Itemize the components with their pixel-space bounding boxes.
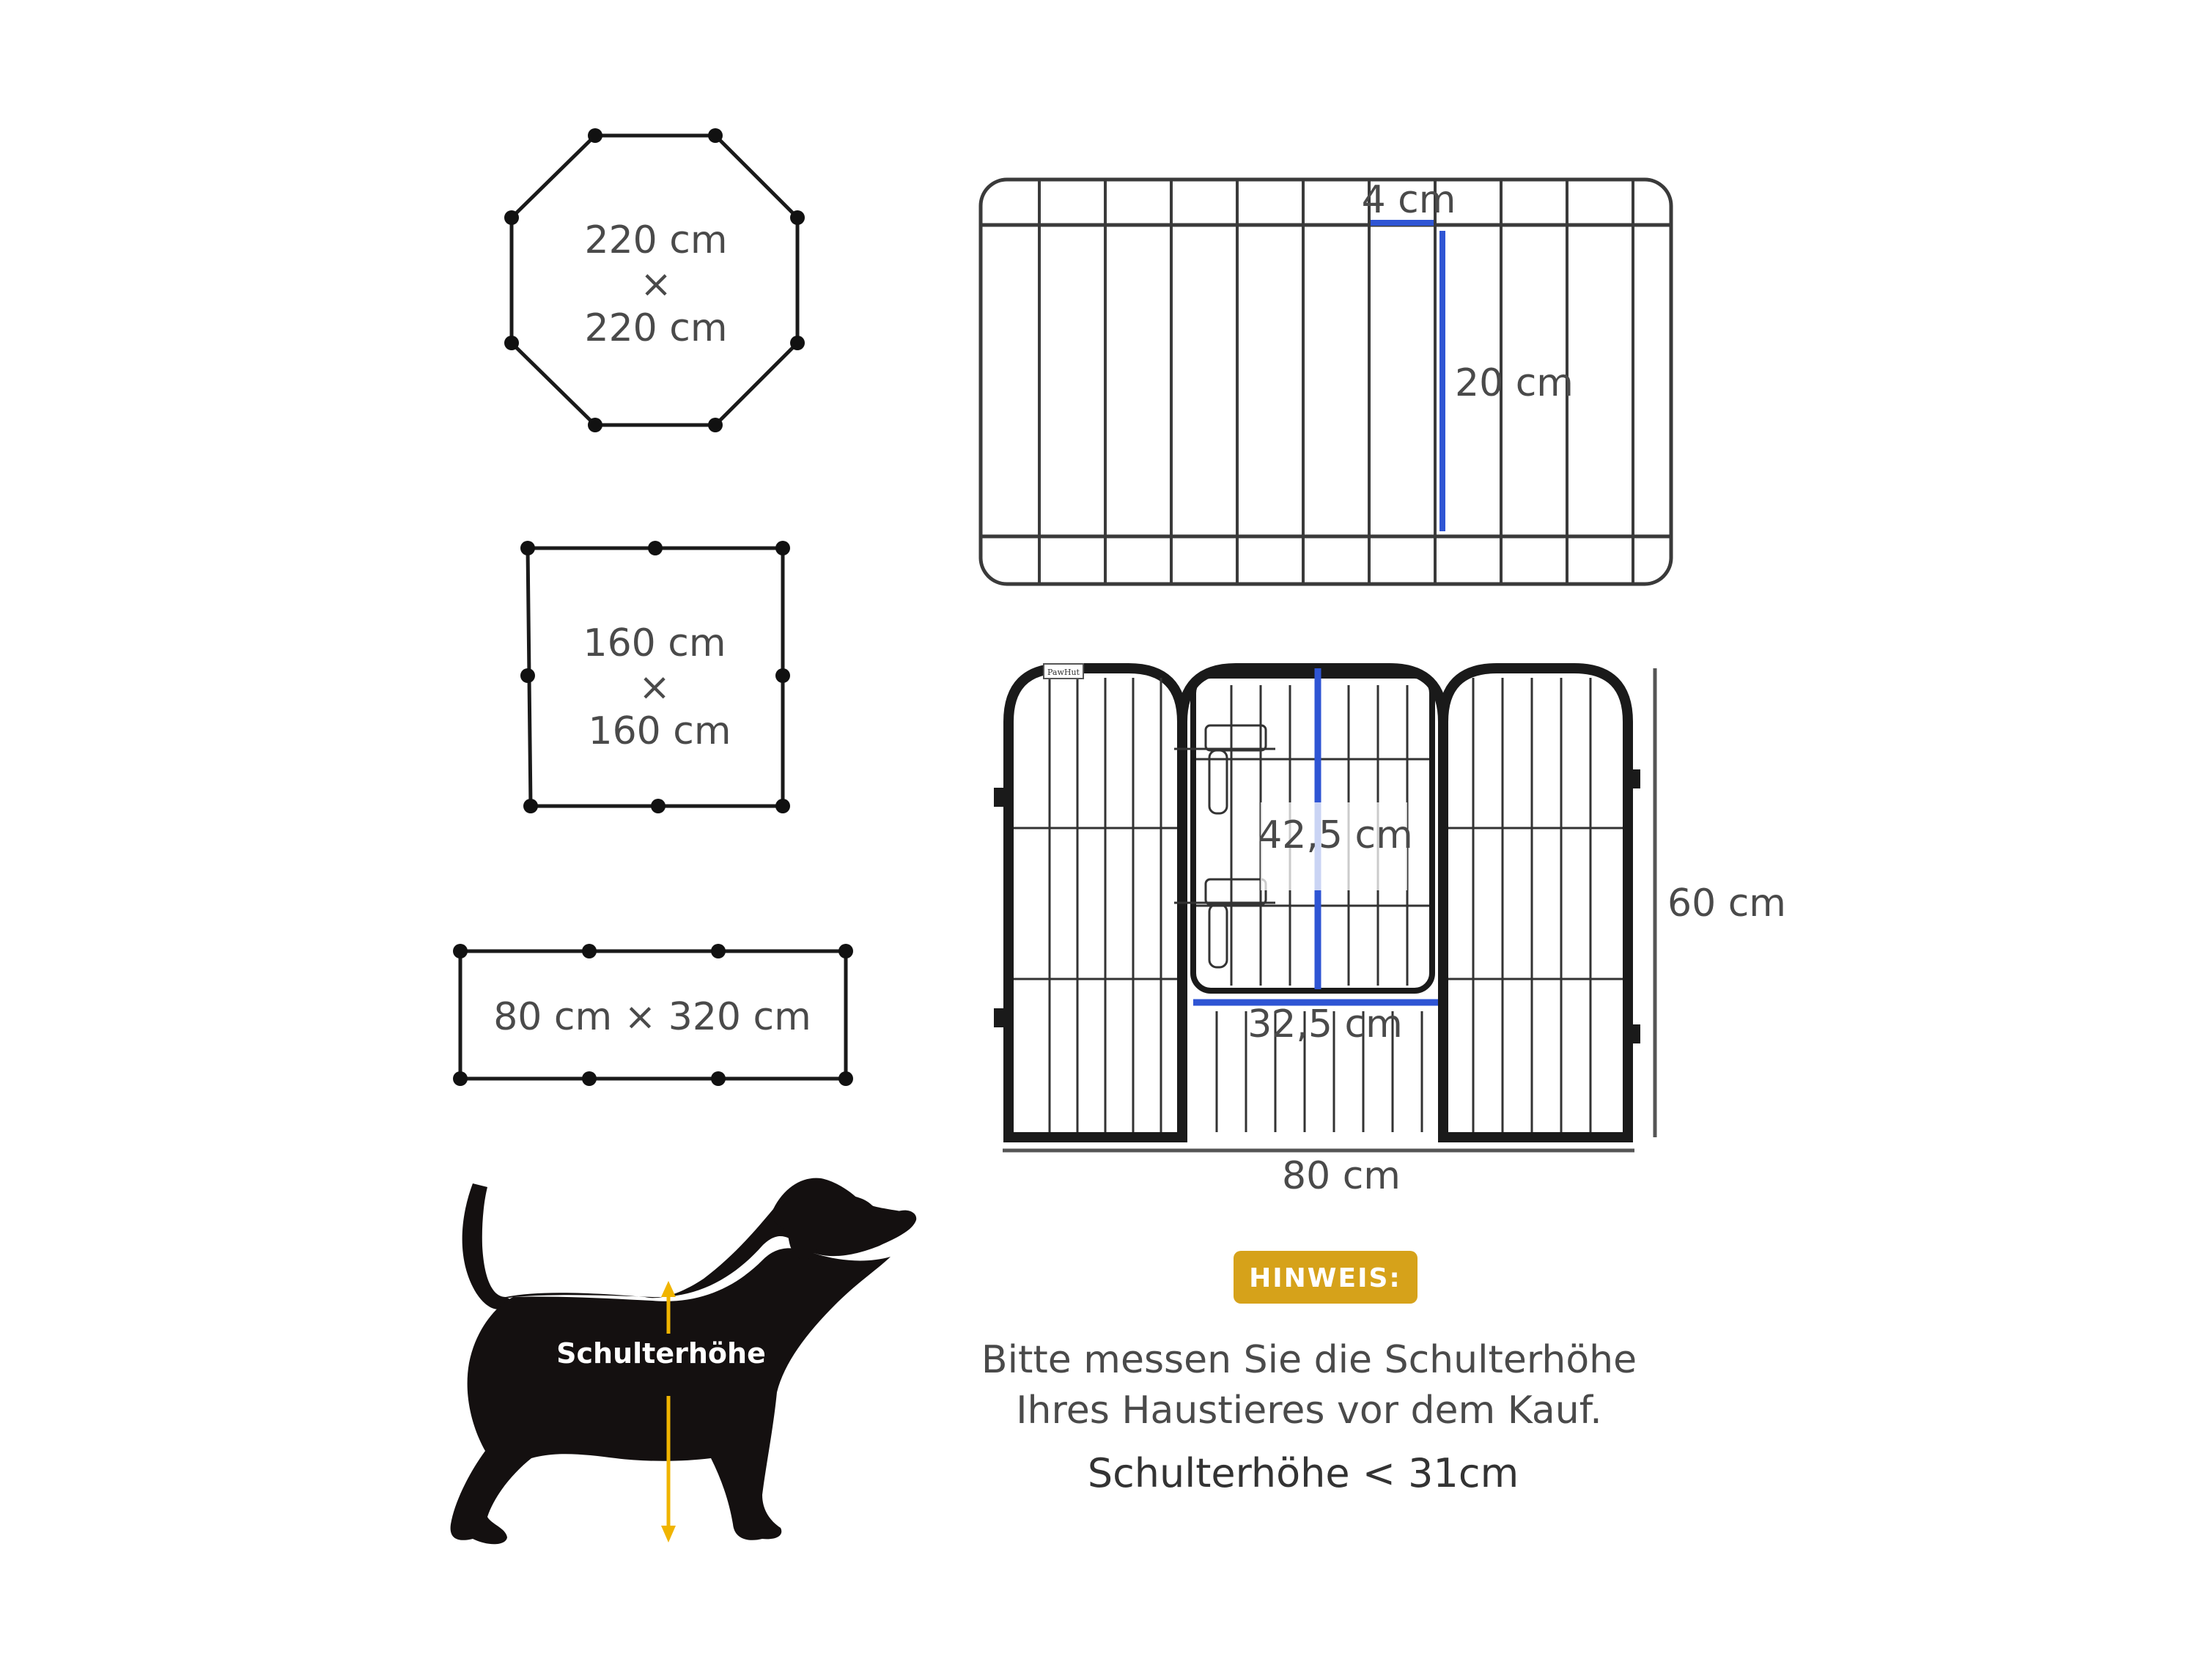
rectangle-size-label: 80 cm × 320 cm xyxy=(493,995,811,1039)
octagon-layout xyxy=(504,128,805,432)
bar-gap-label: 4 cm xyxy=(1361,178,1456,222)
left-panel-frame xyxy=(1009,668,1182,1137)
octagon-times: × xyxy=(640,262,672,306)
shoulder-arrow-down-head xyxy=(661,1526,676,1542)
octagon-size-line2: 220 cm xyxy=(584,306,728,350)
left-connector-top xyxy=(994,788,1004,807)
shoulder-arrow-up-head xyxy=(661,1281,676,1297)
front-panels xyxy=(994,664,1786,1198)
bar-length-label: 20 cm xyxy=(1455,361,1574,405)
square-layout xyxy=(520,541,790,813)
panel-detail xyxy=(981,178,1671,584)
left-connector-bottom xyxy=(994,1008,1004,1027)
rectangle-layout xyxy=(453,944,853,1086)
right-panel-frame xyxy=(1443,668,1628,1137)
notice-line-1: Bitte messen Sie die Schulterhöhe xyxy=(981,1338,1637,1382)
notice xyxy=(981,1251,1637,1496)
notice-line-2: Ihres Haustieres vor dem Kauf. xyxy=(1016,1389,1602,1433)
right-connector-top xyxy=(1630,769,1640,788)
panel-height-label: 60 cm xyxy=(1667,882,1786,925)
shoulder-height-label: Schulterhöhe xyxy=(556,1337,766,1370)
square-size-line2: 160 cm xyxy=(588,709,731,753)
dog-tail xyxy=(462,1183,513,1309)
dog-silhouette xyxy=(451,1178,917,1545)
octagon-size-line1: 220 cm xyxy=(584,218,728,262)
right-panel-bars xyxy=(1448,678,1623,1132)
square-times: × xyxy=(638,665,671,709)
left-panel-bars xyxy=(1014,678,1177,1132)
panel-width-label: 80 cm xyxy=(1282,1154,1401,1198)
right-connector-bottom xyxy=(1630,1024,1640,1043)
door-width-label: 32,5 cm xyxy=(1247,1002,1403,1046)
door-height-label: 42,5 cm xyxy=(1258,813,1413,857)
square-size-line1: 160 cm xyxy=(583,621,726,665)
shoulder-height-limit: Schulterhöhe < 31cm xyxy=(1087,1450,1519,1496)
notice-badge-label: HINWEIS: xyxy=(1249,1263,1401,1293)
brand-tag-text: PawHut xyxy=(1047,668,1080,677)
